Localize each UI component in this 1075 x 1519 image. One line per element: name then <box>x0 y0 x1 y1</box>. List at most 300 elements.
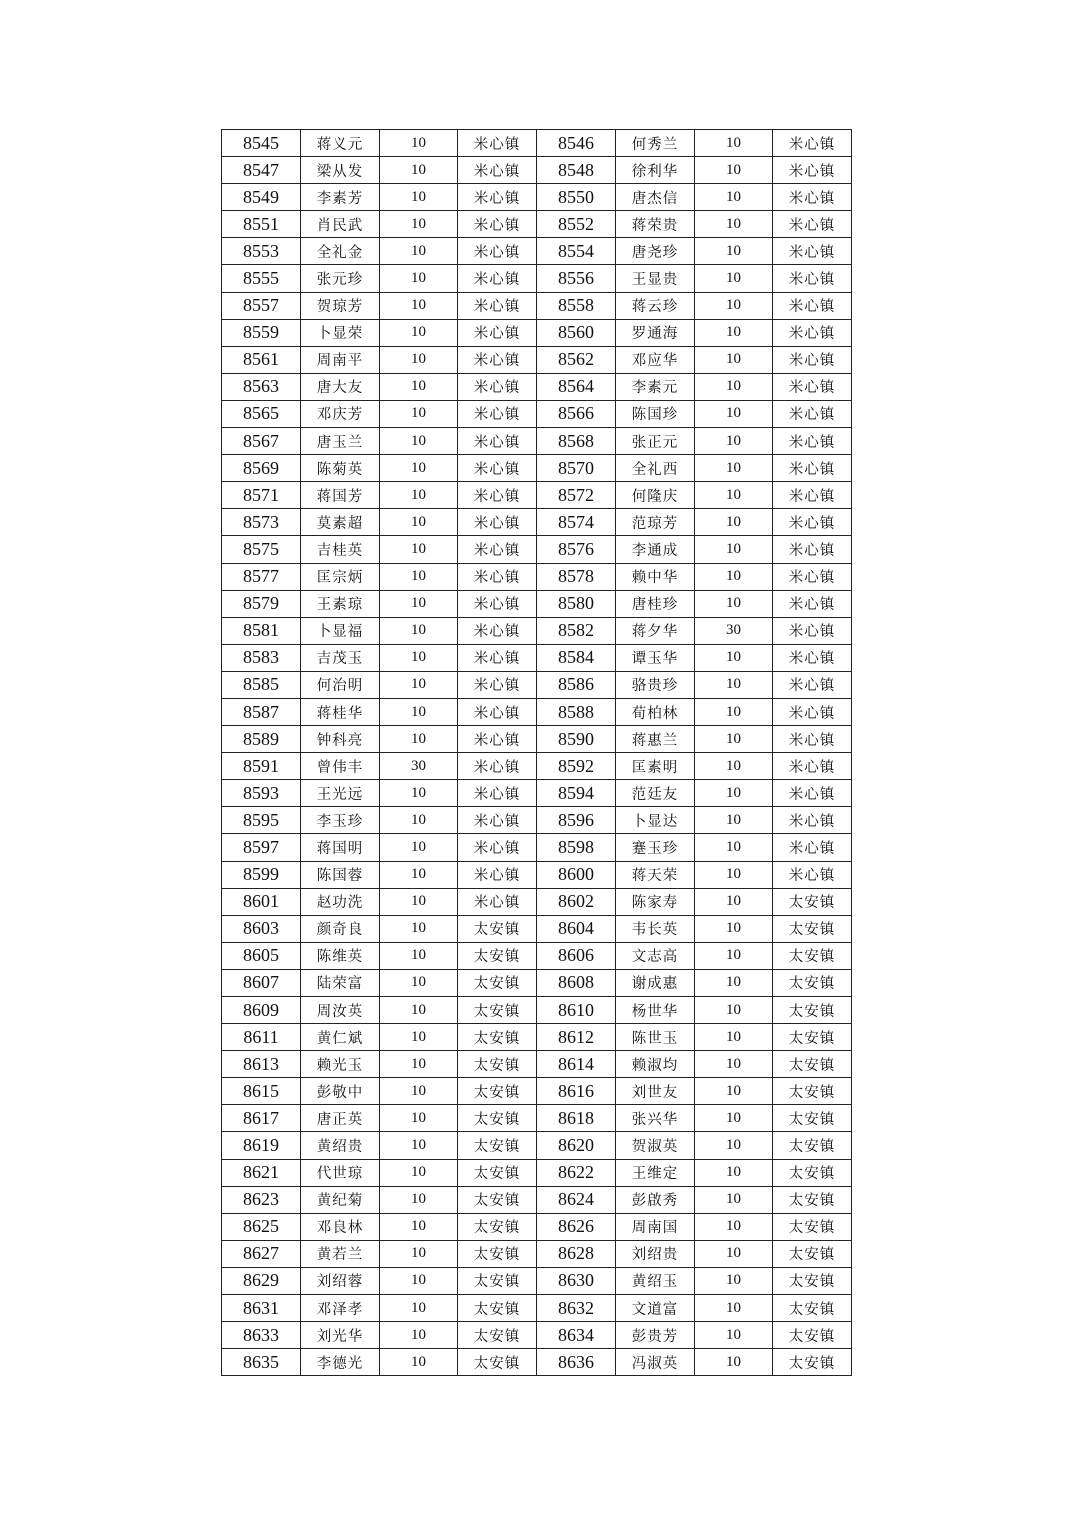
person-name-cell: 赖中华 <box>616 563 695 590</box>
town-name-cell: 米心镇 <box>773 455 852 482</box>
amount-cell: 10 <box>695 780 773 807</box>
town-name-cell: 米心镇 <box>458 671 537 698</box>
person-name-cell: 唐玉兰 <box>301 428 380 455</box>
record-number-cell: 8625 <box>222 1213 301 1240</box>
town-name-cell: 米心镇 <box>773 265 852 292</box>
town-name-cell: 米心镇 <box>458 184 537 211</box>
table-row <box>222 997 852 1024</box>
town-name-cell: 太安镇 <box>458 1295 537 1322</box>
table-row <box>222 455 852 482</box>
record-number-cell: 8600 <box>537 861 616 888</box>
record-number-cell: 8591 <box>222 753 301 780</box>
person-name-cell: 钟科亮 <box>301 726 380 753</box>
amount-cell: 10 <box>695 157 773 184</box>
town-name-cell: 米心镇 <box>458 861 537 888</box>
amount-cell: 10 <box>695 698 773 725</box>
record-number-cell: 8611 <box>222 1024 301 1051</box>
table-row <box>222 1349 852 1376</box>
town-name-cell: 米心镇 <box>773 834 852 861</box>
person-name-cell: 冯淑英 <box>616 1349 695 1376</box>
person-name-cell: 蒋国芳 <box>301 482 380 509</box>
amount-cell: 10 <box>695 1105 773 1132</box>
record-number-cell: 8614 <box>537 1051 616 1078</box>
town-name-cell: 太安镇 <box>773 942 852 969</box>
amount-cell: 10 <box>695 292 773 319</box>
amount-cell: 10 <box>695 861 773 888</box>
person-name-cell: 邓应华 <box>616 346 695 373</box>
town-name-cell: 太安镇 <box>458 1132 537 1159</box>
amount-cell: 10 <box>695 1051 773 1078</box>
table-row <box>222 563 852 590</box>
person-name-cell: 邓庆芳 <box>301 400 380 427</box>
record-number-cell: 8629 <box>222 1267 301 1294</box>
person-name-cell: 范琼芳 <box>616 509 695 536</box>
town-name-cell: 太安镇 <box>458 915 537 942</box>
record-number-cell: 8571 <box>222 482 301 509</box>
amount-cell: 10 <box>695 1349 773 1376</box>
person-name-cell: 唐尧珍 <box>616 238 695 265</box>
record-number-cell: 8575 <box>222 536 301 563</box>
amount-cell: 10 <box>695 726 773 753</box>
record-number-cell: 8573 <box>222 509 301 536</box>
person-name-cell: 徐利华 <box>616 157 695 184</box>
town-name-cell: 米心镇 <box>458 130 537 157</box>
town-name-cell: 米心镇 <box>773 428 852 455</box>
person-name-cell: 李通成 <box>616 536 695 563</box>
town-name-cell: 太安镇 <box>458 942 537 969</box>
town-name-cell: 米心镇 <box>458 319 537 346</box>
record-number-cell: 8587 <box>222 698 301 725</box>
record-number-cell: 8602 <box>537 888 616 915</box>
town-name-cell: 太安镇 <box>773 1105 852 1132</box>
town-name-cell: 米心镇 <box>458 455 537 482</box>
record-number-cell: 8612 <box>537 1024 616 1051</box>
person-name-cell: 卜显达 <box>616 807 695 834</box>
person-name-cell: 周南平 <box>301 346 380 373</box>
table-row <box>222 780 852 807</box>
town-name-cell: 米心镇 <box>773 211 852 238</box>
record-number-cell: 8635 <box>222 1349 301 1376</box>
town-name-cell: 太安镇 <box>773 1240 852 1267</box>
town-name-cell: 米心镇 <box>773 482 852 509</box>
record-number-cell: 8567 <box>222 428 301 455</box>
record-number-cell: 8556 <box>537 265 616 292</box>
record-number-cell: 8622 <box>537 1159 616 1186</box>
town-name-cell: 米心镇 <box>773 590 852 617</box>
record-number-cell: 8623 <box>222 1186 301 1213</box>
person-name-cell: 何治明 <box>301 671 380 698</box>
record-number-cell: 8576 <box>537 536 616 563</box>
record-number-cell: 8627 <box>222 1240 301 1267</box>
amount-cell: 10 <box>695 590 773 617</box>
person-name-cell: 邓泽孝 <box>301 1295 380 1322</box>
town-name-cell: 太安镇 <box>773 915 852 942</box>
record-number-cell: 8588 <box>537 698 616 725</box>
record-number-cell: 8558 <box>537 292 616 319</box>
record-number-cell: 8624 <box>537 1186 616 1213</box>
person-name-cell: 李玉珍 <box>301 807 380 834</box>
record-number-cell: 8584 <box>537 644 616 671</box>
record-number-cell: 8548 <box>537 157 616 184</box>
person-name-cell: 刘世友 <box>616 1078 695 1105</box>
record-number-cell: 8589 <box>222 726 301 753</box>
table-row <box>222 428 852 455</box>
person-name-cell: 何隆庆 <box>616 482 695 509</box>
record-number-cell: 8569 <box>222 455 301 482</box>
town-name-cell: 太安镇 <box>458 1240 537 1267</box>
town-name-cell: 米心镇 <box>773 563 852 590</box>
table-row <box>222 1159 852 1186</box>
amount-cell: 10 <box>695 400 773 427</box>
table-row <box>222 1186 852 1213</box>
town-name-cell: 米心镇 <box>773 671 852 698</box>
person-name-cell: 贺琼芳 <box>301 292 380 319</box>
amount-cell: 10 <box>695 1322 773 1349</box>
amount-cell: 10 <box>695 455 773 482</box>
amount-cell: 10 <box>380 1078 458 1105</box>
table-row <box>222 211 852 238</box>
amount-cell: 10 <box>380 780 458 807</box>
roster-body <box>222 130 852 1376</box>
town-name-cell: 太安镇 <box>773 1132 852 1159</box>
town-name-cell: 米心镇 <box>458 400 537 427</box>
record-number-cell: 8565 <box>222 400 301 427</box>
town-name-cell: 米心镇 <box>458 590 537 617</box>
amount-cell: 10 <box>380 319 458 346</box>
amount-cell: 10 <box>695 319 773 346</box>
person-name-cell: 王维定 <box>616 1159 695 1186</box>
person-name-cell: 赵功洗 <box>301 888 380 915</box>
town-name-cell: 太安镇 <box>773 1322 852 1349</box>
town-name-cell: 太安镇 <box>458 1186 537 1213</box>
town-name-cell: 米心镇 <box>773 780 852 807</box>
record-number-cell: 8564 <box>537 373 616 400</box>
amount-cell: 10 <box>695 265 773 292</box>
record-number-cell: 8603 <box>222 915 301 942</box>
table-row <box>222 292 852 319</box>
town-name-cell: 米心镇 <box>458 780 537 807</box>
town-name-cell: 米心镇 <box>773 373 852 400</box>
amount-cell: 10 <box>380 346 458 373</box>
amount-cell: 10 <box>380 861 458 888</box>
amount-cell: 10 <box>380 942 458 969</box>
town-name-cell: 太安镇 <box>458 997 537 1024</box>
record-number-cell: 8607 <box>222 969 301 996</box>
amount-cell: 10 <box>695 969 773 996</box>
amount-cell: 10 <box>380 807 458 834</box>
record-number-cell: 8561 <box>222 346 301 373</box>
person-name-cell: 骆贵珍 <box>616 671 695 698</box>
person-name-cell: 陈国珍 <box>616 400 695 427</box>
record-number-cell: 8617 <box>222 1105 301 1132</box>
person-name-cell: 谢成惠 <box>616 969 695 996</box>
town-name-cell: 米心镇 <box>458 265 537 292</box>
town-name-cell: 米心镇 <box>773 536 852 563</box>
amount-cell: 10 <box>380 455 458 482</box>
table-row <box>222 671 852 698</box>
amount-cell: 10 <box>380 428 458 455</box>
amount-cell: 10 <box>380 1132 458 1159</box>
town-name-cell: 米心镇 <box>458 644 537 671</box>
table-row <box>222 753 852 780</box>
record-number-cell: 8608 <box>537 969 616 996</box>
amount-cell: 10 <box>695 428 773 455</box>
record-number-cell: 8546 <box>537 130 616 157</box>
amount-cell: 10 <box>380 671 458 698</box>
record-number-cell: 8605 <box>222 942 301 969</box>
person-name-cell: 彭敬中 <box>301 1078 380 1105</box>
person-name-cell: 代世琼 <box>301 1159 380 1186</box>
record-number-cell: 8581 <box>222 617 301 644</box>
record-number-cell: 8568 <box>537 428 616 455</box>
amount-cell: 10 <box>695 563 773 590</box>
person-name-cell: 卜显福 <box>301 617 380 644</box>
amount-cell: 10 <box>380 1213 458 1240</box>
table-row <box>222 265 852 292</box>
record-number-cell: 8550 <box>537 184 616 211</box>
town-name-cell: 米心镇 <box>458 726 537 753</box>
person-name-cell: 肖民武 <box>301 211 380 238</box>
table-row <box>222 373 852 400</box>
town-name-cell: 太安镇 <box>773 888 852 915</box>
town-name-cell: 太安镇 <box>773 1159 852 1186</box>
record-number-cell: 8563 <box>222 373 301 400</box>
person-name-cell: 李素芳 <box>301 184 380 211</box>
record-number-cell: 8618 <box>537 1105 616 1132</box>
amount-cell: 10 <box>695 1159 773 1186</box>
table-row <box>222 238 852 265</box>
amount-cell: 10 <box>380 1295 458 1322</box>
record-number-cell: 8574 <box>537 509 616 536</box>
person-name-cell: 匡宗炳 <box>301 563 380 590</box>
amount-cell: 10 <box>380 888 458 915</box>
amount-cell: 10 <box>380 157 458 184</box>
town-name-cell: 米心镇 <box>773 644 852 671</box>
amount-cell: 10 <box>380 1159 458 1186</box>
person-name-cell: 周汝英 <box>301 997 380 1024</box>
amount-cell: 30 <box>695 617 773 644</box>
record-number-cell: 8579 <box>222 590 301 617</box>
person-name-cell: 黄若兰 <box>301 1240 380 1267</box>
town-name-cell: 米心镇 <box>773 698 852 725</box>
person-name-cell: 陈世玉 <box>616 1024 695 1051</box>
amount-cell: 10 <box>380 726 458 753</box>
record-number-cell: 8562 <box>537 346 616 373</box>
record-number-cell: 8557 <box>222 292 301 319</box>
amount-cell: 10 <box>380 536 458 563</box>
table-row <box>222 1024 852 1051</box>
amount-cell: 10 <box>695 1132 773 1159</box>
town-name-cell: 米心镇 <box>773 400 852 427</box>
town-name-cell: 太安镇 <box>458 1105 537 1132</box>
town-name-cell: 米心镇 <box>773 753 852 780</box>
record-number-cell: 8547 <box>222 157 301 184</box>
town-name-cell: 米心镇 <box>458 698 537 725</box>
table-row <box>222 319 852 346</box>
amount-cell: 10 <box>695 184 773 211</box>
amount-cell: 10 <box>380 265 458 292</box>
amount-cell: 10 <box>380 915 458 942</box>
town-name-cell: 米心镇 <box>773 861 852 888</box>
amount-cell: 10 <box>380 211 458 238</box>
town-name-cell: 太安镇 <box>773 1186 852 1213</box>
town-name-cell: 米心镇 <box>773 319 852 346</box>
record-number-cell: 8610 <box>537 997 616 1024</box>
amount-cell: 10 <box>380 238 458 265</box>
person-name-cell: 唐正英 <box>301 1105 380 1132</box>
table-row <box>222 942 852 969</box>
record-number-cell: 8596 <box>537 807 616 834</box>
town-name-cell: 米心镇 <box>458 346 537 373</box>
person-name-cell: 彭贵芳 <box>616 1322 695 1349</box>
person-name-cell: 贺淑英 <box>616 1132 695 1159</box>
table-row <box>222 509 852 536</box>
table-row <box>222 1132 852 1159</box>
person-name-cell: 陆荣富 <box>301 969 380 996</box>
town-name-cell: 米心镇 <box>458 536 537 563</box>
record-number-cell: 8606 <box>537 942 616 969</box>
amount-cell: 10 <box>695 1024 773 1051</box>
record-number-cell: 8631 <box>222 1295 301 1322</box>
town-name-cell: 米心镇 <box>458 211 537 238</box>
table-row <box>222 184 852 211</box>
town-name-cell: 太安镇 <box>458 1213 537 1240</box>
record-number-cell: 8595 <box>222 807 301 834</box>
record-number-cell: 8552 <box>537 211 616 238</box>
person-name-cell: 杨世华 <box>616 997 695 1024</box>
record-number-cell: 8613 <box>222 1051 301 1078</box>
amount-cell: 10 <box>380 1051 458 1078</box>
town-name-cell: 米心镇 <box>773 726 852 753</box>
amount-cell: 10 <box>695 1186 773 1213</box>
person-name-cell: 张元珍 <box>301 265 380 292</box>
record-number-cell: 8594 <box>537 780 616 807</box>
town-name-cell: 米心镇 <box>773 184 852 211</box>
amount-cell: 10 <box>695 238 773 265</box>
amount-cell: 10 <box>695 1295 773 1322</box>
amount-cell: 10 <box>695 1240 773 1267</box>
town-name-cell: 太安镇 <box>773 1024 852 1051</box>
town-name-cell: 太安镇 <box>458 1322 537 1349</box>
table-row <box>222 834 852 861</box>
person-name-cell: 吉茂玉 <box>301 644 380 671</box>
amount-cell: 10 <box>380 644 458 671</box>
table-row <box>222 698 852 725</box>
town-name-cell: 太安镇 <box>773 1267 852 1294</box>
record-number-cell: 8633 <box>222 1322 301 1349</box>
amount-cell: 30 <box>380 753 458 780</box>
person-name-cell: 王素琼 <box>301 590 380 617</box>
town-name-cell: 米心镇 <box>773 617 852 644</box>
person-name-cell: 唐桂珍 <box>616 590 695 617</box>
record-number-cell: 8560 <box>537 319 616 346</box>
amount-cell: 10 <box>695 373 773 400</box>
person-name-cell: 周南国 <box>616 1213 695 1240</box>
person-name-cell: 唐杰信 <box>616 184 695 211</box>
person-name-cell: 刘光华 <box>301 1322 380 1349</box>
record-number-cell: 8621 <box>222 1159 301 1186</box>
amount-cell: 10 <box>695 1267 773 1294</box>
amount-cell: 10 <box>380 590 458 617</box>
town-name-cell: 太安镇 <box>773 1051 852 1078</box>
amount-cell: 10 <box>695 130 773 157</box>
record-number-cell: 8628 <box>537 1240 616 1267</box>
amount-cell: 10 <box>380 482 458 509</box>
amount-cell: 10 <box>380 1349 458 1376</box>
amount-cell: 10 <box>380 400 458 427</box>
table-row <box>222 969 852 996</box>
person-name-cell: 全礼金 <box>301 238 380 265</box>
table-row <box>222 861 852 888</box>
amount-cell: 10 <box>695 888 773 915</box>
record-number-cell: 8609 <box>222 997 301 1024</box>
person-name-cell: 文志高 <box>616 942 695 969</box>
town-name-cell: 太安镇 <box>773 1213 852 1240</box>
amount-cell: 10 <box>695 536 773 563</box>
record-number-cell: 8583 <box>222 644 301 671</box>
amount-cell: 10 <box>380 1024 458 1051</box>
town-name-cell: 米心镇 <box>458 888 537 915</box>
person-name-cell: 蒋天荣 <box>616 861 695 888</box>
amount-cell: 10 <box>695 211 773 238</box>
amount-cell: 10 <box>380 373 458 400</box>
record-number-cell: 8577 <box>222 563 301 590</box>
record-number-cell: 8599 <box>222 861 301 888</box>
town-name-cell: 米心镇 <box>458 509 537 536</box>
person-name-cell: 赖光玉 <box>301 1051 380 1078</box>
amount-cell: 10 <box>380 184 458 211</box>
amount-cell: 10 <box>695 509 773 536</box>
town-name-cell: 米心镇 <box>773 807 852 834</box>
town-name-cell: 米心镇 <box>773 238 852 265</box>
record-number-cell: 8570 <box>537 455 616 482</box>
table-row <box>222 482 852 509</box>
person-name-cell: 刘绍蓉 <box>301 1267 380 1294</box>
record-number-cell: 8586 <box>537 671 616 698</box>
record-number-cell: 8578 <box>537 563 616 590</box>
record-number-cell: 8590 <box>537 726 616 753</box>
table-row <box>222 1105 852 1132</box>
person-name-cell: 匡素明 <box>616 753 695 780</box>
person-name-cell: 邓良林 <box>301 1213 380 1240</box>
person-name-cell: 陈维英 <box>301 942 380 969</box>
amount-cell: 10 <box>695 644 773 671</box>
person-name-cell: 蒋云珍 <box>616 292 695 319</box>
person-name-cell: 梁从发 <box>301 157 380 184</box>
table-row <box>222 1267 852 1294</box>
amount-cell: 10 <box>695 1078 773 1105</box>
table-row <box>222 726 852 753</box>
town-name-cell: 米心镇 <box>458 834 537 861</box>
person-name-cell: 蒋国明 <box>301 834 380 861</box>
town-name-cell: 太安镇 <box>773 997 852 1024</box>
record-number-cell: 8554 <box>537 238 616 265</box>
person-name-cell: 卜显荣 <box>301 319 380 346</box>
person-name-cell: 黄仁斌 <box>301 1024 380 1051</box>
person-name-cell: 李德光 <box>301 1349 380 1376</box>
town-name-cell: 米心镇 <box>773 130 852 157</box>
town-name-cell: 米心镇 <box>773 509 852 536</box>
person-name-cell: 荀柏林 <box>616 698 695 725</box>
town-name-cell: 太安镇 <box>458 1349 537 1376</box>
table-row <box>222 1213 852 1240</box>
town-name-cell: 太安镇 <box>773 1078 852 1105</box>
town-name-cell: 太安镇 <box>773 1295 852 1322</box>
record-number-cell: 8619 <box>222 1132 301 1159</box>
amount-cell: 10 <box>380 1240 458 1267</box>
town-name-cell: 米心镇 <box>458 157 537 184</box>
town-name-cell: 米心镇 <box>458 807 537 834</box>
